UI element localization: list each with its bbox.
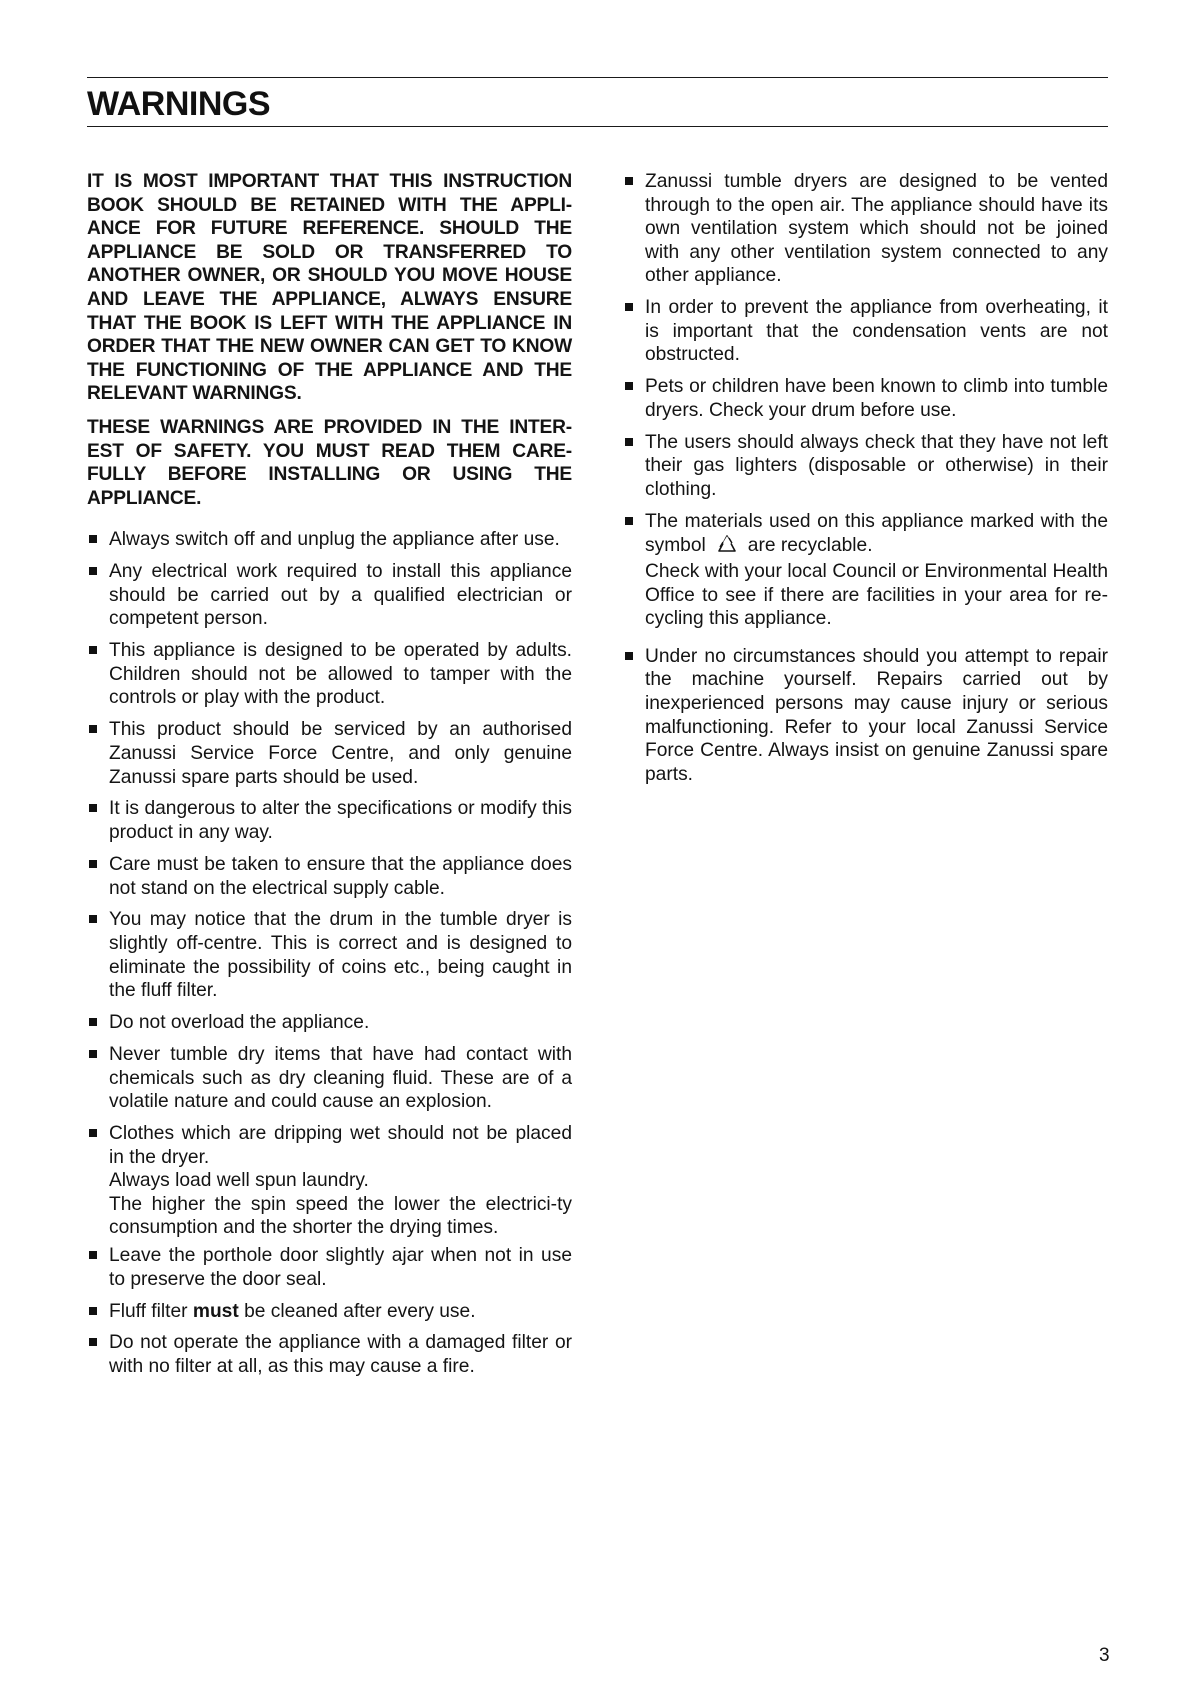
warning-item bbox=[87, 1043, 572, 1114]
warning-text: are recyclable. bbox=[747, 534, 873, 556]
warning-text: Leave the porthole door slightly ajar when not in use to preserve the door seal. bbox=[109, 1245, 572, 1290]
bullet-icon bbox=[625, 303, 633, 311]
bullet-icon bbox=[625, 517, 633, 525]
warning-text: be cleaned after every use. bbox=[238, 1300, 476, 1322]
intro-paragraph-retain-book: IT IS MOST IMPORTANT THAT THIS INSTRUCTION BOOK SHOULD BE RETAINED WITH THE APPLI-ANCE FOR FUTURE REFERENCE. SHOULD THE APPLIANCE BE SOLD OR TRANSFERRED TO ANOTHER OWNER, OR SHOULD YOU MOVE HOUSE AND LEAVE THE APPLIANCE, ALWAYS ENSURE THAT THE BOOK IS LEFT WITH THE APPLIANCE IN ORDER THAT THE NEW OWNER CAN GET TO KNOW THE FUNCTIONING OF THE APPLIANCE AND THE RELEVANT WARNINGS. bbox=[87, 171, 572, 405]
warning-text: This product should be serviced by an authorised Zanussi Service Force Centre, and only genuine Zanussi spare parts should be used. bbox=[109, 719, 572, 788]
warning-item bbox=[87, 797, 572, 844]
bullet-icon bbox=[89, 915, 97, 923]
left-column bbox=[87, 170, 572, 1387]
warning-text: Fluff filter bbox=[109, 1300, 193, 1322]
emphasis-text: must bbox=[192, 1300, 239, 1322]
warning-text: The materials used on this appliance marked with the symbol bbox=[645, 510, 1108, 556]
left-warning-list bbox=[87, 528, 572, 1378]
warning-text: Care must be taken to ensure that the appliance does not stand on the electrical supply cable. bbox=[109, 853, 572, 899]
warning-item bbox=[87, 560, 572, 631]
bullet-icon bbox=[89, 1251, 97, 1259]
bullet-icon bbox=[89, 1338, 97, 1346]
bullet-icon bbox=[89, 1018, 97, 1026]
right-column bbox=[623, 170, 1108, 795]
warning-text: In order to prevent the appliance from overheating, it is important that the condensation vents are not obstructed. bbox=[645, 297, 1108, 366]
warning-item-recyclable-materials bbox=[623, 510, 1108, 631]
bullet-icon bbox=[625, 177, 633, 185]
warning-text: Pets or children have been known to climb into tumble dryers. Check your drum before use. bbox=[645, 376, 1108, 421]
bullet-icon bbox=[89, 725, 97, 733]
warning-text: Always switch off and unplug the appliance after use. bbox=[109, 529, 560, 551]
warning-item bbox=[87, 853, 572, 900]
warning-text: Any electrical work required to install this appliance should be carried out by a qualified electrician or competent person. bbox=[109, 561, 572, 630]
warning-item bbox=[87, 908, 572, 1002]
warning-text: The higher the spin speed the lower the electrici-ty consumption and the shorter the drying times. bbox=[109, 1193, 572, 1239]
warning-item bbox=[87, 639, 572, 710]
top-rule bbox=[87, 77, 1108, 78]
bullet-icon bbox=[625, 382, 633, 390]
bullet-icon bbox=[89, 1307, 97, 1315]
warning-item-wet-clothes bbox=[87, 1122, 572, 1240]
warning-text: The users should always check that they have not left their gas lighters (disposable or otherwise) in their clothing. bbox=[645, 431, 1108, 501]
warning-text: Do not operate the appliance with a damaged filter or with no filter at all, as this may cause a fire. bbox=[109, 1332, 572, 1377]
right-warning-list bbox=[623, 170, 1108, 786]
bullet-icon bbox=[89, 646, 97, 654]
warning-item bbox=[87, 528, 572, 552]
warning-text: Never tumble dry items that have had contact with chemicals such as dry cleaning fluid. These are of a volatile nature and could cause an explosion. bbox=[109, 1043, 572, 1113]
recycle-icon bbox=[716, 534, 738, 561]
warning-item bbox=[87, 1244, 572, 1291]
warning-item-fluff-filter bbox=[87, 1300, 572, 1324]
page-number: 3 bbox=[1099, 1645, 1110, 1666]
bullet-icon bbox=[89, 1050, 97, 1058]
bullet-icon bbox=[89, 1129, 97, 1137]
warning-item bbox=[87, 1011, 572, 1035]
bullet-icon bbox=[625, 438, 633, 446]
warning-text: Zanussi tumble dryers are designed to be vented through to the open air. The appliance should have its own ventilation system which should not be joined with any other ventilation system connected to any other appliance. bbox=[645, 171, 1108, 287]
warning-text: Clothes which are dripping wet should not be placed in the dryer. bbox=[109, 1123, 572, 1168]
warning-item bbox=[623, 170, 1108, 288]
bullet-icon bbox=[89, 860, 97, 868]
warning-item bbox=[87, 718, 572, 789]
warning-text: Always load well spun laundry. bbox=[109, 1170, 369, 1192]
warning-item bbox=[623, 375, 1108, 422]
warning-text: This appliance is designed to be operated by adults. Children should not be allowed to tamper with the controls or play with the product. bbox=[109, 640, 572, 709]
heading-rule bbox=[87, 126, 1108, 127]
warning-text: It is dangerous to alter the specifications or modify this product in any way. bbox=[109, 798, 572, 844]
warning-item bbox=[87, 1331, 572, 1378]
bullet-icon bbox=[89, 535, 97, 543]
warning-text: You may notice that the drum in the tumble dryer is slightly off-centre. This is correct and is designed to eliminate the possibility of coins etc., being caught in the fluff filter. bbox=[109, 909, 572, 1002]
bullet-icon bbox=[625, 652, 633, 660]
bullet-icon bbox=[89, 804, 97, 812]
bullet-icon bbox=[89, 567, 97, 575]
warning-item bbox=[623, 431, 1108, 502]
warning-text: Check with your local Council or Environmental Health Office to see if there are facilities in your area for re-cycling this appliance. bbox=[645, 561, 1108, 630]
page-heading: WARNINGS bbox=[87, 85, 270, 123]
warning-text: Do not overload the appliance. bbox=[109, 1012, 370, 1034]
intro-paragraph-safety: THESE WARNINGS ARE PROVIDED IN THE INTER-EST OF SAFETY. YOU MUST READ THEM CARE-FULLY BEFORE INSTALLING OR USING THE APPLIANCE. bbox=[87, 416, 572, 509]
warning-item bbox=[623, 645, 1108, 787]
warning-item bbox=[623, 296, 1108, 367]
warning-text: Under no circumstances should you attempt to repair the machine yourself. Repairs carried out by inexperienced persons may cause injury or serious malfunctioning. Refer to your local Zanussi Service Force Centre. Always insist on genuine Zanussi spare parts. bbox=[645, 645, 1108, 785]
